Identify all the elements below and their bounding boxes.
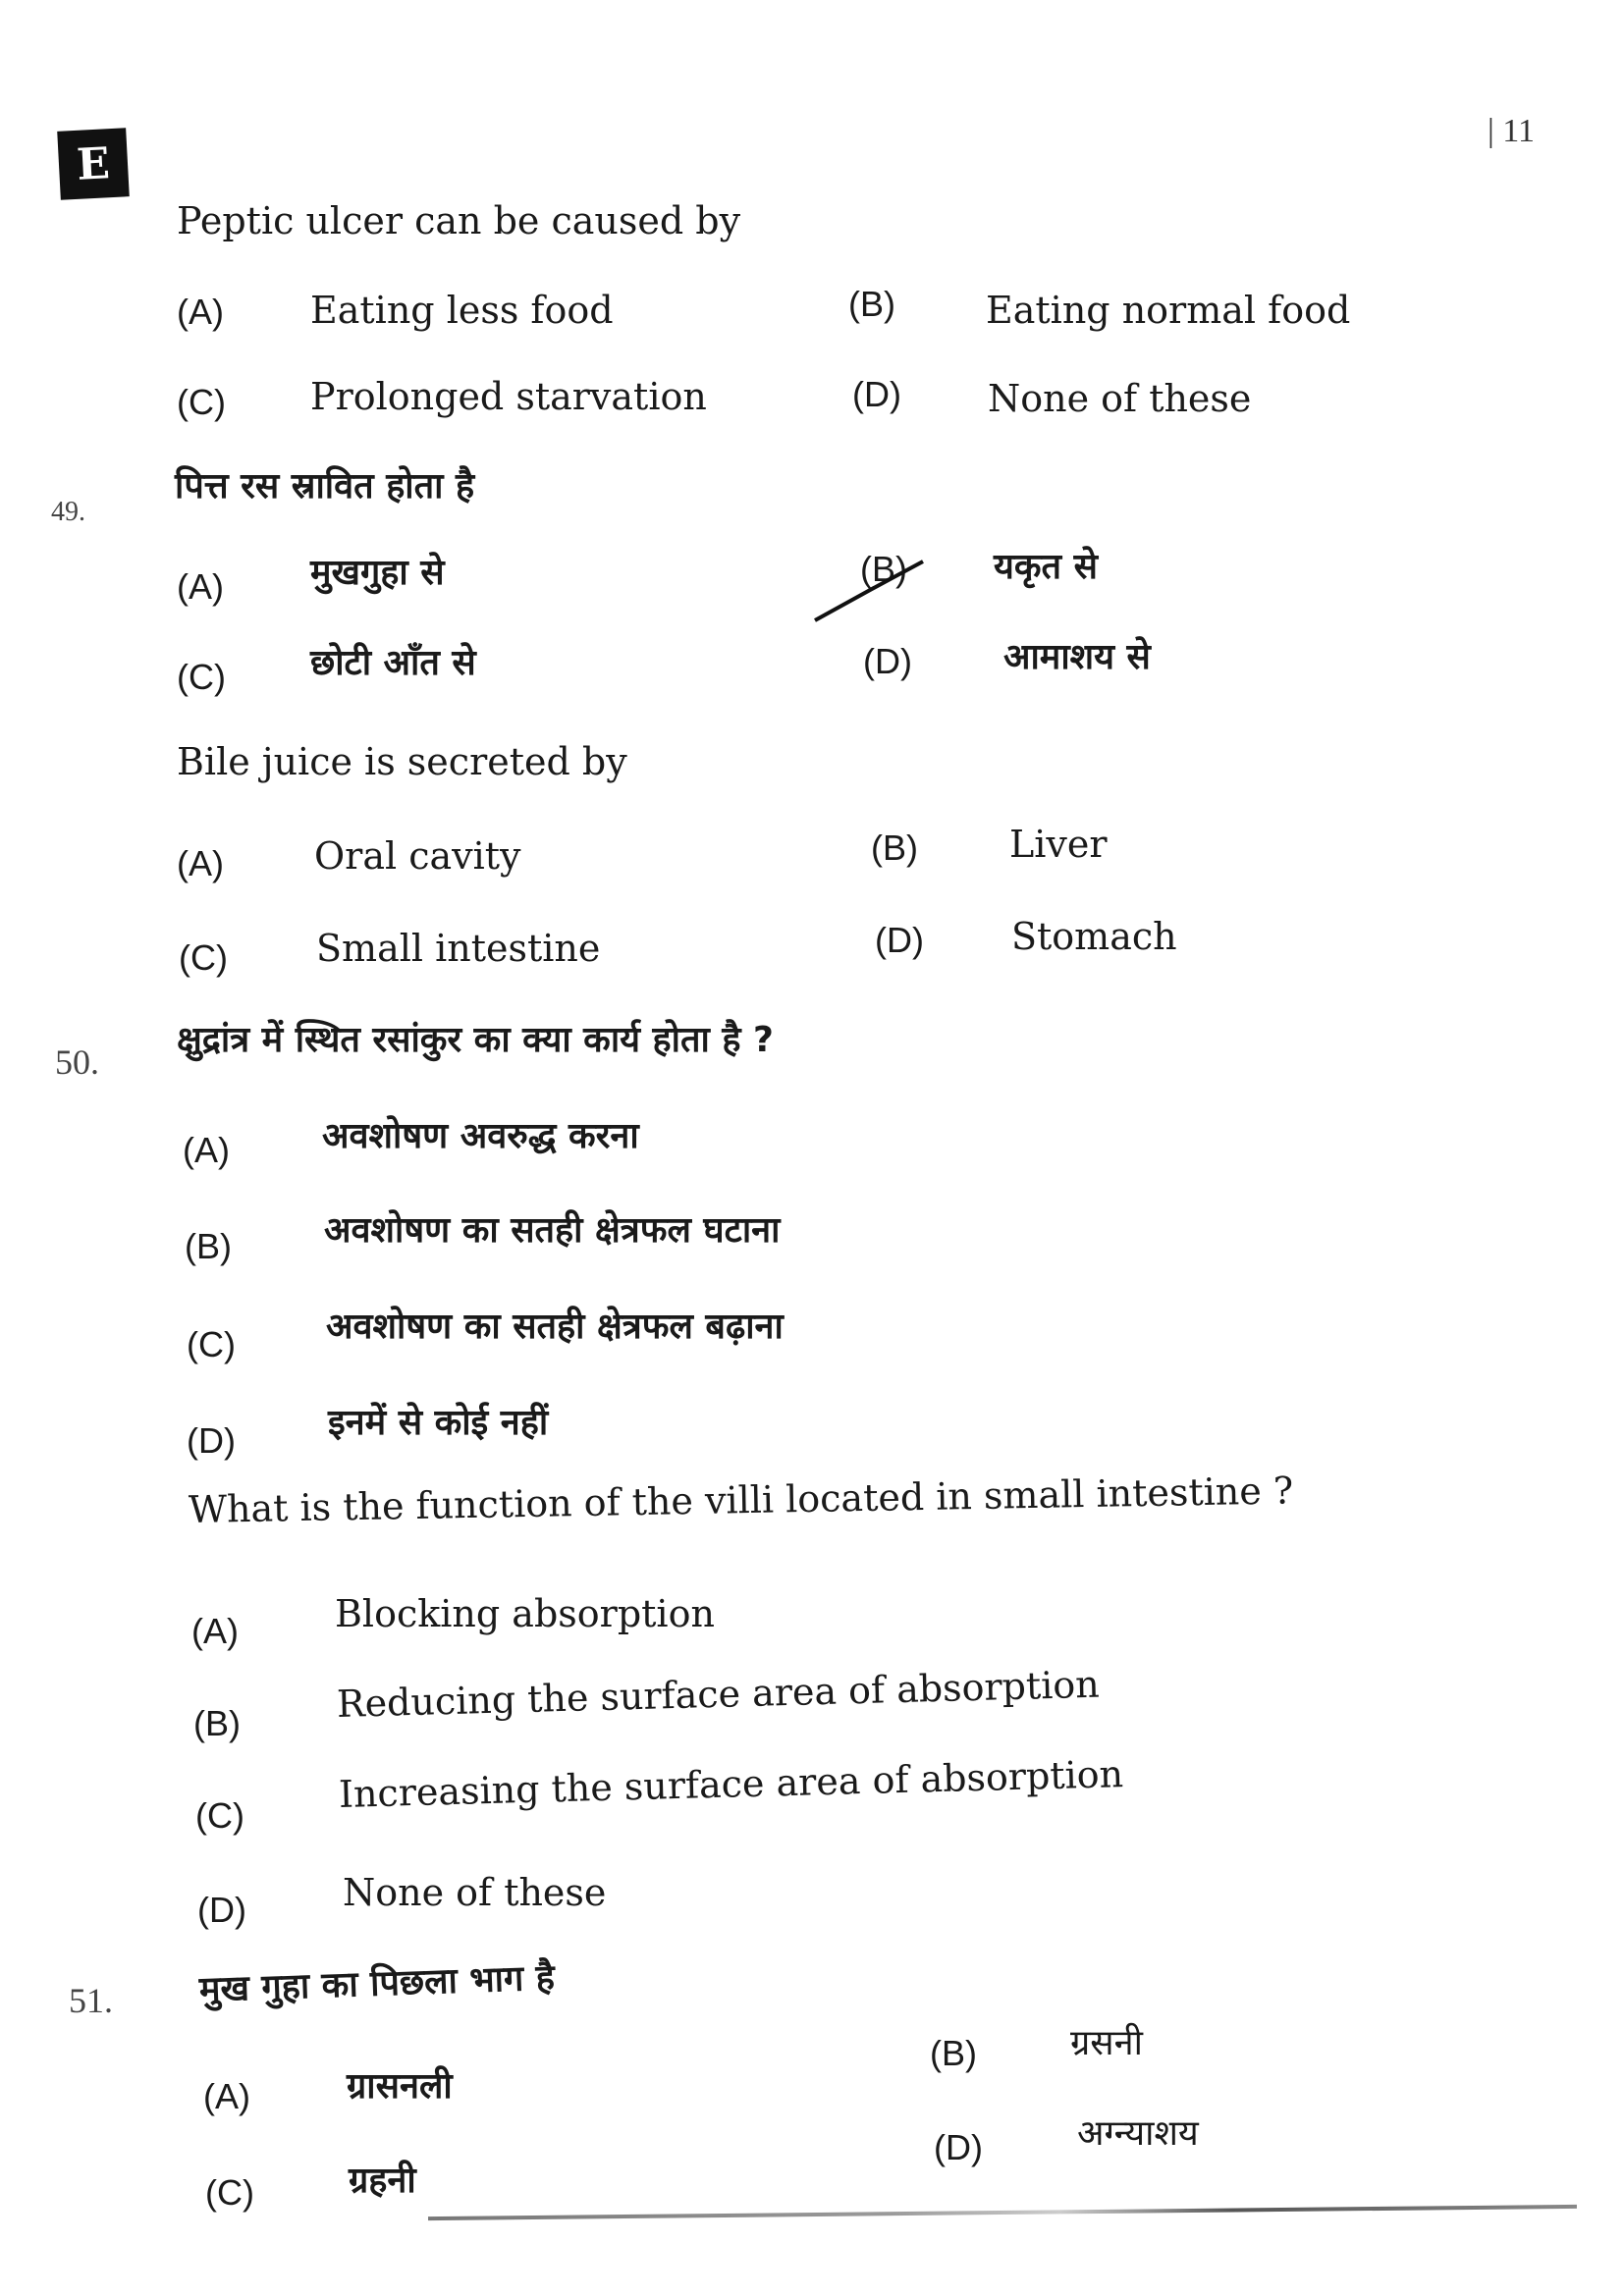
option-text: None of these [343,1871,607,1914]
option-text: Stomach [1011,915,1177,958]
option-label: (C) [205,2172,254,2213]
option-label: (B) [185,1226,232,1266]
option-text: None of these [988,377,1252,420]
option-label: (B) [871,828,918,868]
option-label: (A) [177,292,224,332]
option-text: Small intestine [316,927,601,970]
option-label: (C) [177,382,226,422]
option-label: (A) [203,2076,250,2116]
question-text: What is the function of the villi located in small intestine ? [188,1468,1294,1531]
option-label: (B) [860,549,907,589]
question-number: 50. [55,1042,99,1082]
option-text: Eating normal food [986,289,1351,332]
page-bottom-rule [428,2205,1577,2220]
option-text: इनमें से कोई नहीं [328,1403,549,1443]
set-label-badge: E [57,128,130,200]
option-text: अग्न्याशय [1077,2113,1199,2154]
option-text: Increasing the surface area of absorption [338,1752,1124,1816]
question-number: 49. [51,497,85,527]
option-label: (C) [187,1324,236,1364]
question-text: Peptic ulcer can be caused by [177,199,741,242]
option-label: (D) [863,641,912,681]
option-text: मुखगुहा से [310,553,445,593]
option-text: ग्रसनी [1070,2023,1143,2063]
option-label: (C) [179,937,228,978]
option-text: अवशोषण अवरुद्ध करना [322,1116,639,1156]
option-label: (B) [193,1703,241,1743]
question-text-hindi: पित्त रस स्रावित होता है [175,466,475,507]
option-text: Liver [1009,823,1108,866]
option-text: Oral cavity [314,834,521,878]
question-number: 51. [69,1981,113,2020]
option-label: (A) [191,1611,239,1651]
option-text: ग्रासनली [347,2066,453,2107]
option-label: (C) [195,1795,244,1836]
option-text: यकृत से [994,547,1098,587]
option-label: (A) [183,1130,230,1170]
question-text: Bile juice is secreted by [177,740,627,783]
option-label: (D) [875,920,924,960]
option-label: (C) [177,657,226,697]
page-number: | 11 [1488,113,1536,149]
option-label: (D) [197,1890,246,1930]
option-label: (D) [934,2127,983,2167]
option-label: (B) [848,284,895,324]
option-text: Blocking absorption [335,1592,715,1635]
option-text: Reducing the surface area of absorption [336,1662,1101,1726]
option-text: अवशोषण का सतही क्षेत्रफल बढ़ाना [326,1307,784,1347]
option-label: (B) [930,2033,977,2073]
option-label: (D) [187,1420,236,1461]
option-label: (D) [852,374,901,414]
pen-tick-mark-icon [813,550,931,628]
option-text: Prolonged starvation [310,375,707,418]
option-text: आमाशय से [1003,637,1151,677]
question-text-hindi: क्षुद्रांत्र में स्थित रसांकुर का क्या कार्य होता है ? [177,1020,774,1060]
option-text: छोटी आँत से [310,643,476,683]
option-text: अवशोषण का सतही क्षेत्रफल घटाना [324,1210,781,1251]
option-text: ग्रहनी [349,2161,416,2201]
option-label: (A) [177,566,224,607]
option-label: (A) [177,843,224,883]
question-text-hindi: मुख गुहा का पिछला भाग है [198,1957,556,2010]
option-text: Eating less food [310,289,614,332]
